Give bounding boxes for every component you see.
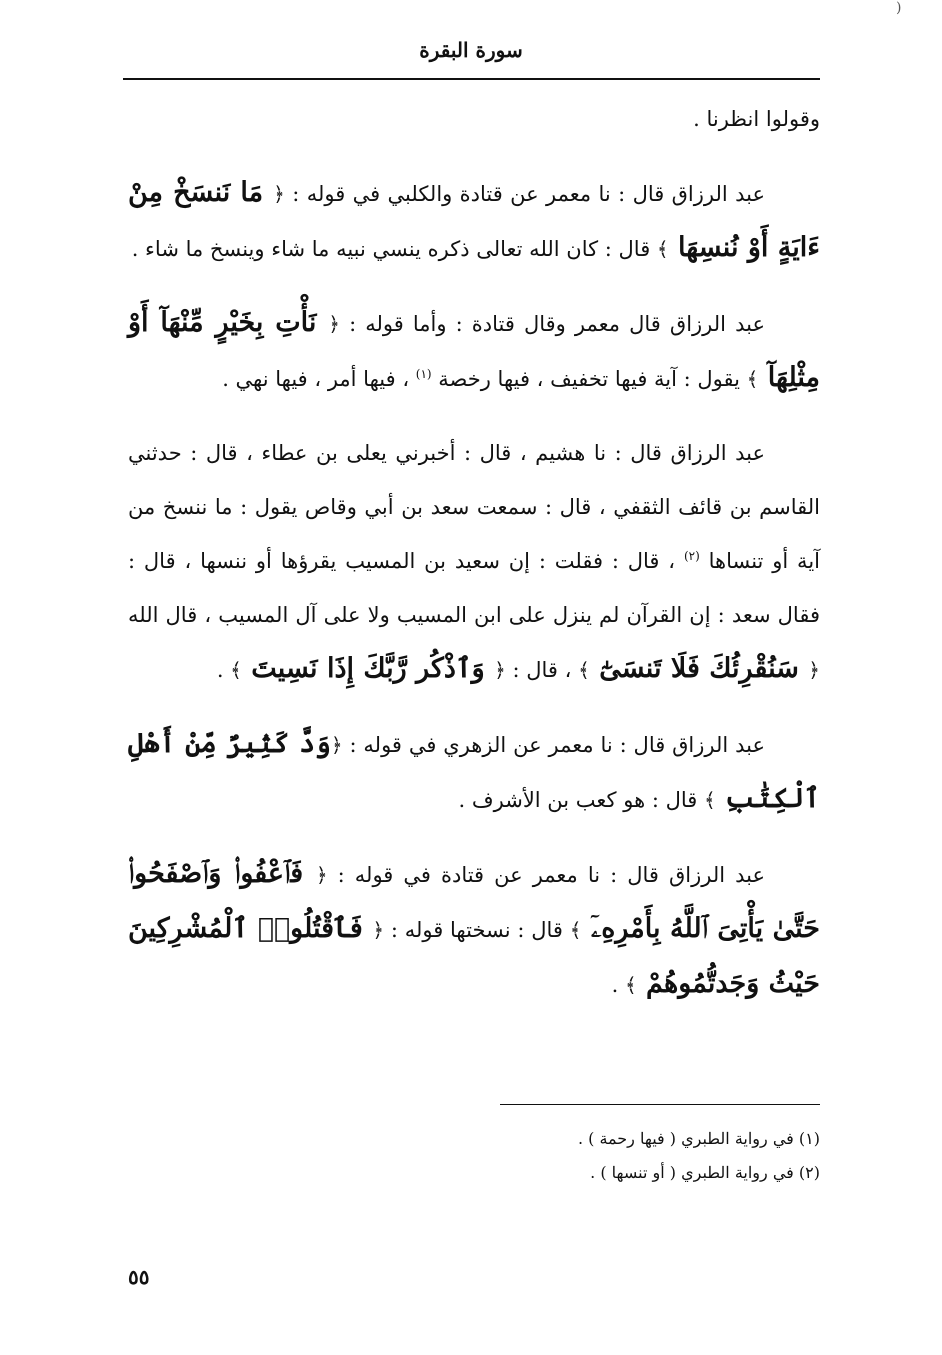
running-header-title: سورة البقرة [419,38,523,62]
verse-bracket: ﴾ [569,918,582,942]
quran-verse: وَٱذْكُر رَّبَّكَ إِذَا نَسِيتَ [241,653,495,684]
text-run: عبد الرزاق قال معمر وقال قتادة : وأما قوله : [339,312,765,336]
verse-bracket: ﴾ [656,237,669,261]
footnote-marker: (١) [415,367,432,381]
footnote-2: (٢) في رواية الطبري ( أو تنسها ) . [590,1163,820,1182]
quran-verse: فَٱعْفُوا۟ وَٱصْفَحُوا۟ حَتَّىٰ يَأْتِىَ ٱللَّهُ بِأَمْرِهِۦٓ [128,858,820,944]
quran-verse: سَنُقْرِئُكَ فَلَا تَنسَىٰٓ [589,653,809,684]
text-run: . [216,658,231,682]
verse-bracket: ﴿ [315,863,328,887]
verse-bracket: ﴾ [578,658,590,682]
quran-verse: وَدَّ كَثِيرٌ مِّنْ أَهْلِ ٱلْكِتَٰبِ [128,728,820,814]
paragraph-2 [128,166,820,276]
footnote-rule [500,1104,820,1105]
text-run: . [611,973,625,997]
paragraph-3 [128,296,820,406]
paragraph-4 [128,426,820,697]
verse-bracket: ﴿ [330,733,343,757]
footnotes [128,1122,820,1190]
text-run: قال : كان الله تعالى ذكره ينسي نبيه ما شاء وينسخ ما شاء . [131,237,657,261]
verse-bracket: ﴾ [230,658,242,682]
scan-corner-mark: ) [896,0,902,16]
text-run: قال : هو كعب بن الأشرف . [458,788,704,812]
verse-bracket: ﴿ [328,312,340,336]
text-run: عبد الرزاق قال : نا معمر عن قتادة في قوله : [327,863,766,887]
header-rule [123,78,820,80]
verse-bracket: ﴿ [808,658,820,682]
paragraph-5 [128,717,820,827]
text-run: وقولوا انظرنا . [693,107,820,131]
text-run: ، فيها أمر ، فيها نهي . [222,367,416,391]
paragraph-1 [128,92,820,146]
page-number: ٥٥ [128,1265,150,1289]
verse-bracket: ﴾ [746,367,759,391]
text-run: عبد الرزاق قال : نا معمر عن الزهري في قوله : [342,733,765,757]
verse-bracket: ﴾ [624,973,637,997]
quran-verse: مَا نَنسَخْ مِنْ ءَايَةٍ أَوْ نُنسِهَا [128,177,820,263]
footnote-marker: (٢) [683,549,700,563]
text-run: عبد الرزاق قال : نا معمر عن قتادة والكلبي في قوله : [284,182,765,206]
verse-bracket: ﴿ [273,182,285,206]
text-run: ، قال : [505,658,579,682]
footnote-1: (١) في رواية الطبري ( فيها رحمة ) . [577,1129,820,1148]
text-run: عبد الرزاق قال : نا هشيم ، قال : أخبرني يعلى بن عطاء ، قال : حدثني القاسم بن قائف الثقفي ، قال : سمعت سعد بن أبي وقاص يقول : ما ننسخ من آية أو تنساها [128,441,820,573]
text-run: ، قال : فقلت : إن سعيد بن المسيب يقرؤها أو ننسها ، قال : فقال سعد : إن القرآن لم ينزل على ابن المسيب ولا على آل المسيب ، قال الله [128,549,820,627]
main-text [128,92,820,1032]
verse-bracket: ﴿ [494,658,506,682]
verse-bracket: ﴿ [372,918,385,942]
quran-verse: نَأْتِ بِخَيْرٍ مِّنْهَآ أَوْ مِثْلِهَآ [128,307,820,393]
text-run: قال : نسختها قوله : [384,918,570,942]
paragraph-6 [128,847,820,1012]
verse-bracket: ﴾ [703,788,716,812]
text-run: يقول : آية فيها تخفيف ، فيها رخصة [431,367,747,391]
quran-verse: فَٱقْتُلُوا۟ ٱلْمُشْرِكِينَ حَيْثُ وَجَدتُّمُوهُمْ [128,913,820,999]
